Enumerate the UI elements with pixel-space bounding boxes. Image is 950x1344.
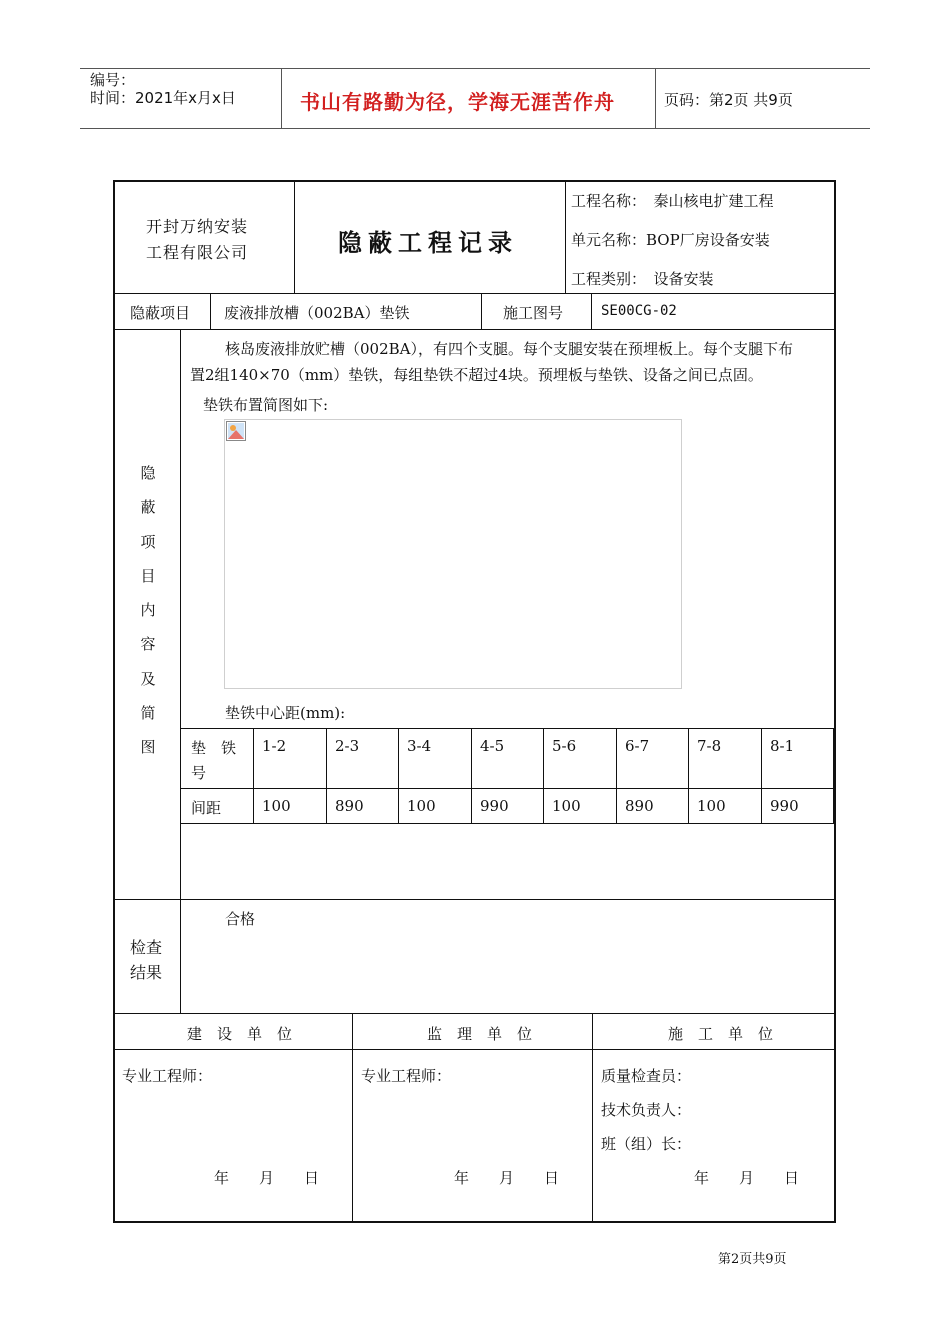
form-divider [591,294,592,329]
supervision-unit-header: 监 理 单 位 [427,1025,533,1043]
shim-pair-cell: 1-2 [262,737,287,755]
form-title: 隐蔽工程记录 [338,228,518,257]
check-result-value: 合格 [225,910,256,928]
content-label-char: 隐 [140,464,156,482]
footer-page-number: 第2页共9页 [718,1252,787,1267]
document-number-label: 编号： [90,71,136,89]
technical-lead-label: 技术负责人： [601,1101,692,1119]
qc-inspector-label: 质量检查员： [601,1067,692,1085]
shim-pair-cell: 7-8 [697,737,722,755]
shim-pair-cell: 6-7 [625,737,650,755]
drawing-number-label: 施工图号 [503,304,564,322]
shim-pair-cell: 3-4 [407,737,432,755]
spacing-row-header: 间距 [191,799,222,817]
shim-distance-cell: 100 [262,797,291,815]
construction-date: 年 月 日 [214,1169,320,1187]
shim-pair-cell: 8-1 [770,737,795,755]
shim-distance-cell: 890 [335,797,364,815]
table-rule [688,728,689,823]
company-name-line2: 工程有限公司 [146,243,249,262]
diagram-caption: 垫铁布置简图如下: [203,396,329,414]
shim-distance-cell: 100 [407,797,436,815]
construction-engineer-label: 专业工程师： [122,1067,213,1085]
contractor-unit-header: 施 工 单 位 [668,1025,774,1043]
content-label-char: 内 [140,601,156,620]
form-divider [565,181,566,293]
team-leader-label: 班（组）长： [601,1135,692,1153]
form-divider [114,329,835,330]
table-rule [616,728,617,823]
description-line-2: 置2组140×70（mm）垫铁，每组垫铁不超过4块。预埋板与垫铁、设备之间已点固。 [190,366,763,384]
shim-distance-cell: 990 [480,797,509,815]
supervision-engineer-label: 专业工程师： [361,1067,452,1085]
form-divider [114,1013,835,1014]
header-motto: 书山有路勤为径，学海无涯苦作舟 [300,90,615,114]
shim-distance-cell: 100 [552,797,581,815]
check-result-label-line1: 检查 [130,938,163,957]
form-divider [114,293,835,294]
check-result-label-line2: 结果 [130,963,163,982]
table-rule [181,728,834,729]
description-line-1: 核岛废液排放贮槽（002BA），有四个支腿。每个支腿安装在预埋板上。每个支腿下布 [225,340,793,358]
project-name: 工程名称： 秦山核电扩建工程 [571,192,774,210]
content-label-char: 蔽 [140,498,156,517]
content-label-char: 项 [140,532,156,551]
header-divider-left [281,68,282,129]
table-rule [181,788,834,789]
shim-layout-diagram-placeholder [224,419,682,689]
table-rule [833,728,834,823]
content-label-vertical [138,456,158,765]
form-divider [180,330,181,1013]
shim-number-header-b: 号 [191,764,207,782]
hidden-work-record-form [113,180,836,1223]
shim-distance-cell: 990 [770,797,799,815]
drawing-number-value: SE00CG-02 [601,303,677,319]
content-label-char: 及 [140,669,156,688]
form-divider [114,899,835,900]
table-rule [181,823,834,824]
form-divider [294,181,295,293]
contractor-date: 年 月 日 [694,1169,800,1187]
form-divider [114,1049,835,1050]
supervision-date: 年 月 日 [454,1169,560,1187]
shim-number-header-a: 垫 铁 [191,739,237,757]
form-divider [210,294,211,329]
table-rule [761,728,762,823]
company-name-line1: 开封万纳安装 [146,217,249,236]
form-divider [592,1014,593,1222]
table-rule [471,728,472,823]
content-label-char: 容 [140,635,156,654]
table-rule [398,728,399,823]
form-divider [352,1014,353,1222]
shim-pair-cell: 2-3 [335,737,360,755]
table-rule [543,728,544,823]
form-divider [481,294,482,329]
content-label-char: 目 [140,566,156,585]
content-label-char: 简 [140,704,156,723]
content-label-char: 图 [140,738,156,757]
construction-unit-header: 建 设 单 位 [187,1025,293,1043]
shim-distance-cell: 100 [697,797,726,815]
shim-pair-cell: 4-5 [480,737,505,755]
project-type: 工程类别： 设备安装 [571,270,714,288]
hidden-item-label: 隐蔽项目 [130,304,191,322]
shim-distance-cell: 890 [625,797,654,815]
table-rule [253,728,254,823]
broken-image-icon [226,421,246,441]
shim-pair-cell: 5-6 [552,737,577,755]
spacing-caption: 垫铁中心距(mm): [225,704,346,722]
header-bottom-rule [80,128,870,129]
header-top-rule [80,68,870,69]
hidden-item-value: 废液排放槽（002BA）垫铁 [224,304,410,322]
table-rule [326,728,327,823]
unit-name: 单元名称：BOP厂房设备安装 [571,231,770,249]
header-divider-right [655,68,656,129]
document-time-label: 时间：2021年x月x日 [90,89,236,107]
header-page-label: 页码：第2页 共9页 [664,91,793,109]
